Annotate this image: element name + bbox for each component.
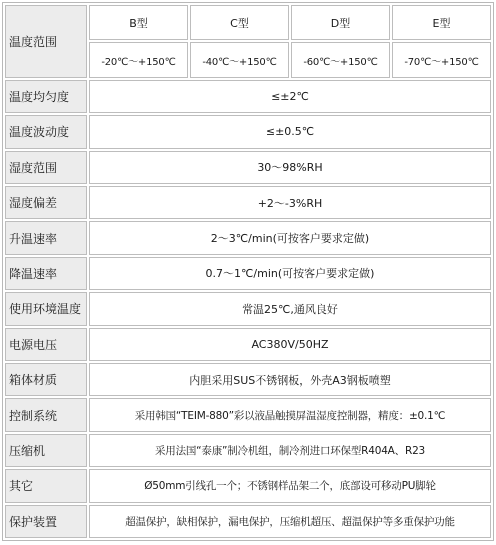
spec-row: [5, 363, 491, 396]
row-label: 温度波动度: [5, 115, 87, 148]
spec-row: [5, 469, 491, 502]
row-value: Ø50mm引线孔一个；不锈钢样品架二个，底部设可移动PU脚轮: [89, 469, 491, 502]
row-label: 湿度范围: [5, 151, 87, 184]
type-d-range: -60℃～+150℃: [291, 42, 390, 77]
row-label: 其它: [5, 469, 87, 502]
row-label: 电源电压: [5, 328, 87, 361]
row-label: 降温速率: [5, 257, 87, 290]
row-value: 采用法国“泰康”制冷机组，制冷剂进口环保型R404A、R23: [89, 434, 491, 467]
type-header-row: [5, 5, 491, 40]
spec-row: [5, 398, 491, 431]
row-value: AC380V/50HZ: [89, 328, 491, 361]
type-e-header: E型: [392, 5, 491, 40]
spec-row: [5, 292, 491, 325]
spec-row: [5, 186, 491, 219]
row-label: 湿度偏差: [5, 186, 87, 219]
row-value: 0.7～1℃/min(可按客户要求定做): [89, 257, 491, 290]
row-label: 控制系统: [5, 398, 87, 431]
spec-row: [5, 257, 491, 290]
type-c-header: C型: [190, 5, 289, 40]
spec-row: [5, 115, 491, 148]
type-d-header: D型: [291, 5, 390, 40]
row-value: 超温保护，缺相保护，漏电保护，压缩机超压、超温保护等多重保护功能: [89, 505, 491, 539]
type-e-range: -70℃～+150℃: [392, 42, 491, 77]
type-b-range: -20℃～+150℃: [89, 42, 188, 77]
spec-row: [5, 328, 491, 361]
row-label: 温度均匀度: [5, 80, 87, 113]
spec-table: [2, 2, 494, 541]
spec-row: [5, 151, 491, 184]
row-value: 2～3℃/min(可按客户要求定做): [89, 221, 491, 254]
row-value: 内胆采用SUS不锈钢板，外壳A3钢板喷塑: [89, 363, 491, 396]
row-label: 使用环境温度: [5, 292, 87, 325]
row-label: 升温速率: [5, 221, 87, 254]
type-b-header: B型: [89, 5, 188, 40]
type-c-range: -40℃～+150℃: [190, 42, 289, 77]
spec-row: [5, 80, 491, 113]
row-value: 常温25℃,通风良好: [89, 292, 491, 325]
row-value: +2～-3%RH: [89, 186, 491, 219]
row-label: 箱体材质: [5, 363, 87, 396]
row-label: 保护装置: [5, 505, 87, 539]
row-value: ≤±0.5℃: [89, 115, 491, 148]
spec-row: [5, 221, 491, 254]
row-value: 采用韩国“TEIM-880”彩以液晶触摸屏温湿度控制器，精度：±0.1℃: [89, 398, 491, 431]
spec-row: [5, 434, 491, 467]
temperature-range-label: 温度范围: [5, 5, 87, 78]
row-value: 30～98%RH: [89, 151, 491, 184]
row-value: ≤±2℃: [89, 80, 491, 113]
spec-row: [5, 505, 491, 539]
row-label: 压缩机: [5, 434, 87, 467]
